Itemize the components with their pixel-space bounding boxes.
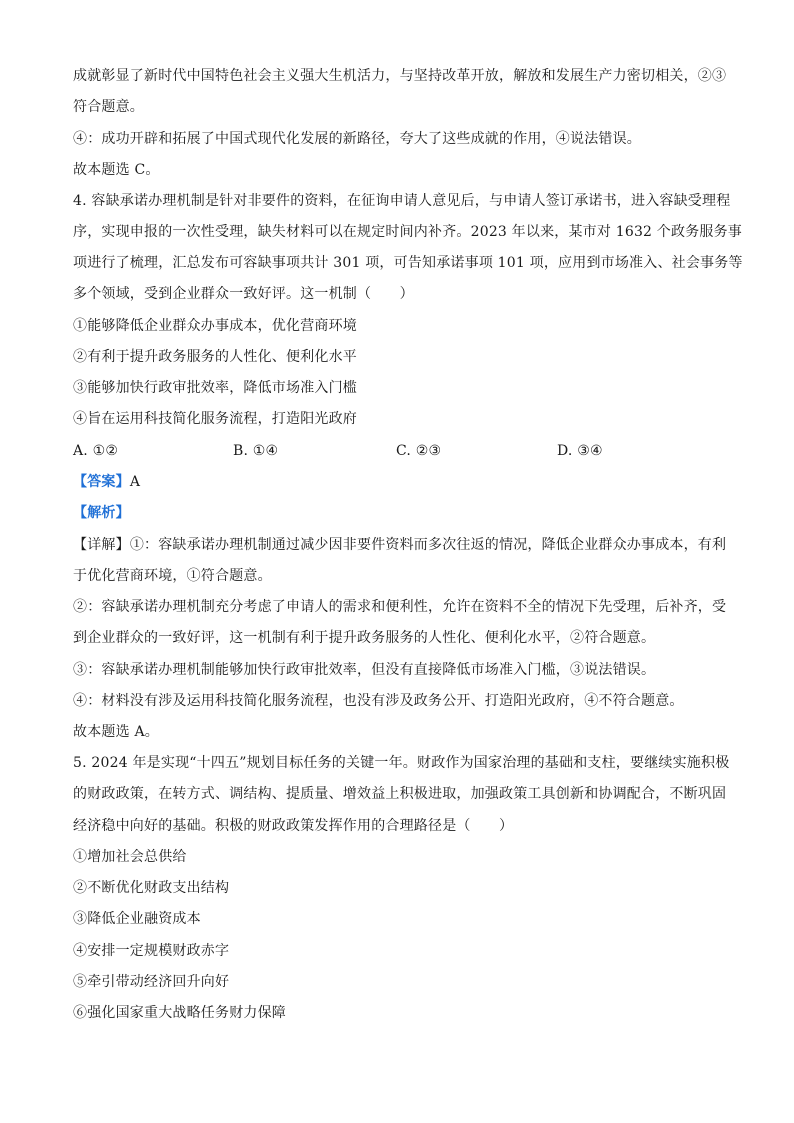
option-b: B. ①④ (233, 443, 279, 459)
option-d: D. ③④ (557, 443, 603, 459)
text-line: 多个领域，受到企业群众一致好评。这一机制（ ） (73, 286, 414, 302)
statement-item: ⑤牵引带动经济回升向好 (73, 974, 230, 990)
answer-value: A (129, 474, 141, 490)
text-line: ④：成功开辟和拓展了中国式现代化发展的新路径，夸大了这些成就的作用，④说法错误。 (73, 131, 641, 147)
text-line: ②：容缺承诺办理机制充分考虑了申请人的需求和便利性，允许在资料不全的情况下先受理，后补齐，受 (73, 599, 727, 615)
detail-line (73, 535, 726, 555)
statement-item: ④安排一定规模财政赤字 (73, 943, 230, 959)
analysis-tag: 【解析】 (73, 505, 130, 521)
text-line: 于优化营商环境，①符合题意。 (73, 568, 272, 584)
answer-line (73, 472, 140, 492)
detail-tag: 【详解】 (73, 537, 130, 553)
statement-item: ①增加社会总供给 (73, 849, 187, 865)
option-c: C. ②③ (396, 443, 442, 459)
text-line: 故本题选 C。 (73, 162, 160, 178)
statement-item: ③能够加快行政审批效率，降低市场准入门槛 (73, 380, 357, 396)
text-line: ④：材料没有涉及运用科技简化服务流程，也没有涉及政务公开、打造阳光政府，④不符合题意。 (73, 693, 684, 709)
text-line: 符合题意。 (73, 99, 144, 115)
text-line: 成就彰显了新时代中国特色社会主义强大生机活力，与坚持改革开放，解放和发展生产力密切相关，②③ (73, 68, 727, 84)
text-line: 到企业群众的一致好评，这一机制有利于提升政务服务的人性化、便利化水平，②符合题意。 (73, 630, 656, 646)
statement-item: ④旨在运用科技简化服务流程，打造阳光政府 (73, 411, 357, 427)
text-line: 的财政政策，在转方式、调结构、提质量、增效益上积极进取，加强政策工具创新和协调配合，不断巩固 (73, 786, 727, 802)
text-line: ③：容缺承诺办理机制能够加快行政审批效率，但没有直接降低市场准入门槛，③说法错误。 (73, 662, 656, 678)
question-4-stem: 4. 容缺承诺办理机制是针对非要件的资料，在征询申请人意见后，与申请人签订承诺书，进入容缺受理程 (73, 193, 731, 209)
statement-item: ②有利于提升政务服务的人性化、便利化水平 (73, 349, 357, 365)
text-line: 序，实现申报的一次性受理，缺失材料可以在规定时间内补齐。2023 年以来，某市对 1632 个政务服务事 (73, 224, 743, 240)
statement-item: ②不断优化财政支出结构 (73, 880, 230, 896)
detail-text: ①：容缺承诺办理机制通过减少因非要件资料而多次往返的情况，降低企业群众办事成本，有利 (129, 537, 727, 553)
question-5-stem: 5. 2024 年是实现“十四五”规划目标任务的关键一年。财政作为国家治理的基础和支柱，要继续实施积极 (73, 755, 730, 771)
text-line: 经济稳中向好的基础。积极的财政政策发挥作用的合理路径是（ ） (73, 818, 514, 834)
statement-item: ③降低企业融资成本 (73, 911, 201, 927)
statement-item: ①能够降低企业群众办事成本，优化营商环境 (73, 318, 357, 334)
answer-tag: 【答案】 (73, 474, 130, 490)
text-line: 项进行了梳理，汇总发布可容缺事项共计 301 项，可告知承诺事项 101 项，应用到市场准入、社会事务等 (73, 255, 743, 271)
text-line: 故本题选 A。 (73, 724, 159, 740)
analysis-line (73, 503, 130, 523)
statement-item: ⑥强化国家重大战略任务财力保障 (73, 1005, 286, 1021)
option-a: A. ①② (73, 443, 119, 459)
